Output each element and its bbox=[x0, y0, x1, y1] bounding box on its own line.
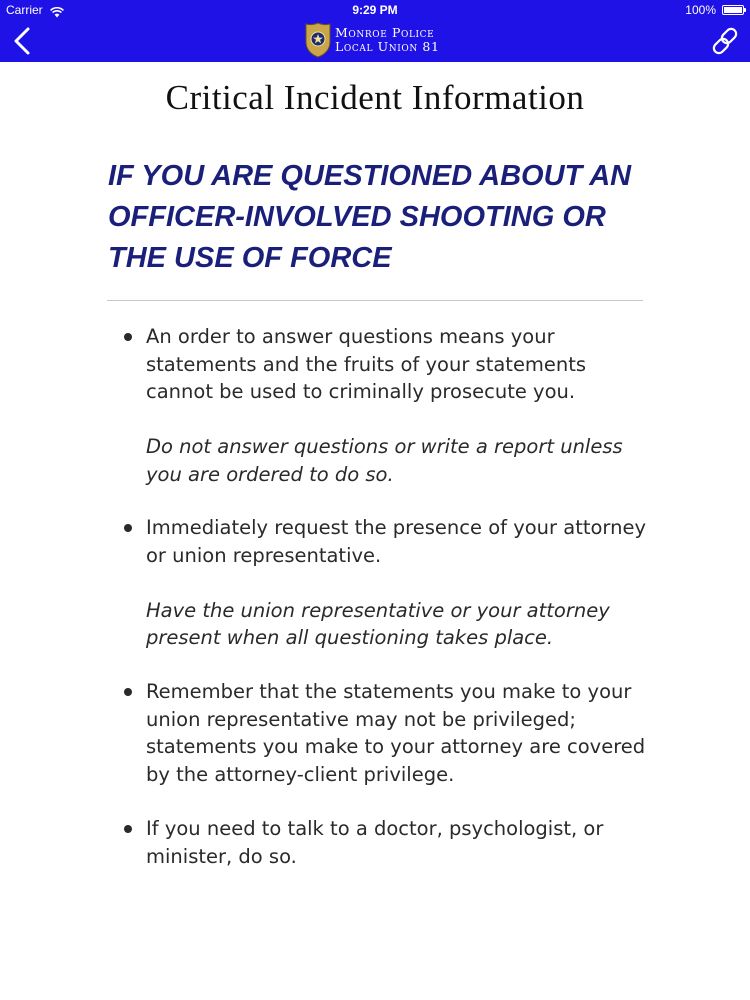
bullet-note: Do not answer questions or write a report unless you are ordered to do so. bbox=[146, 435, 623, 486]
link-icon bbox=[708, 24, 742, 58]
list-item bbox=[146, 678, 656, 788]
list-item bbox=[146, 323, 656, 488]
section-heading: IF YOU ARE QUESTIONED ABOUT AN OFFICER-INVOLVED SHOOTING OR THE USE OF FORCE bbox=[108, 160, 632, 274]
bullet-dot bbox=[124, 524, 132, 532]
page-title: Critical Incident Information bbox=[165, 78, 585, 117]
status-bar bbox=[0, 0, 750, 20]
bullet-text: If you need to talk to a doctor, psychologist, or minister, do so. bbox=[146, 817, 604, 868]
chevron-left-icon bbox=[8, 24, 40, 58]
list-item bbox=[146, 514, 656, 652]
bullet-dot bbox=[124, 825, 132, 833]
battery-icon bbox=[722, 5, 744, 15]
brand-line-2: Local Union 81 bbox=[335, 39, 440, 54]
list-item bbox=[146, 815, 656, 870]
bullet-note: Have the union representative or your attorney present when all questioning takes place. bbox=[146, 598, 610, 649]
divider bbox=[107, 300, 643, 301]
battery-percentage: 100% bbox=[685, 3, 716, 17]
status-time: 9:29 PM bbox=[352, 3, 398, 17]
back-button[interactable] bbox=[8, 24, 40, 58]
navigation-bar bbox=[0, 0, 750, 62]
bullet-text: Immediately request the presence of your attorney or union representative. bbox=[146, 516, 646, 567]
bullet-text: An order to answer questions means your statements and the fruits of your statements cannot be used to criminally prosecute you. bbox=[146, 325, 587, 403]
brand-line-1: Monroe Police bbox=[335, 25, 435, 40]
police-badge-icon bbox=[305, 22, 331, 58]
bullet-dot bbox=[124, 333, 132, 341]
brand-logo bbox=[305, 22, 475, 58]
bullet-dot bbox=[124, 688, 132, 696]
brand-name bbox=[335, 26, 440, 54]
carrier-label: Carrier bbox=[6, 3, 43, 17]
share-link-button[interactable] bbox=[708, 24, 742, 58]
bullet-text: Remember that the statements you make to your union representative may not be privileged; statements you make to your attorney are covered by the attorney-client privilege. bbox=[146, 680, 646, 786]
